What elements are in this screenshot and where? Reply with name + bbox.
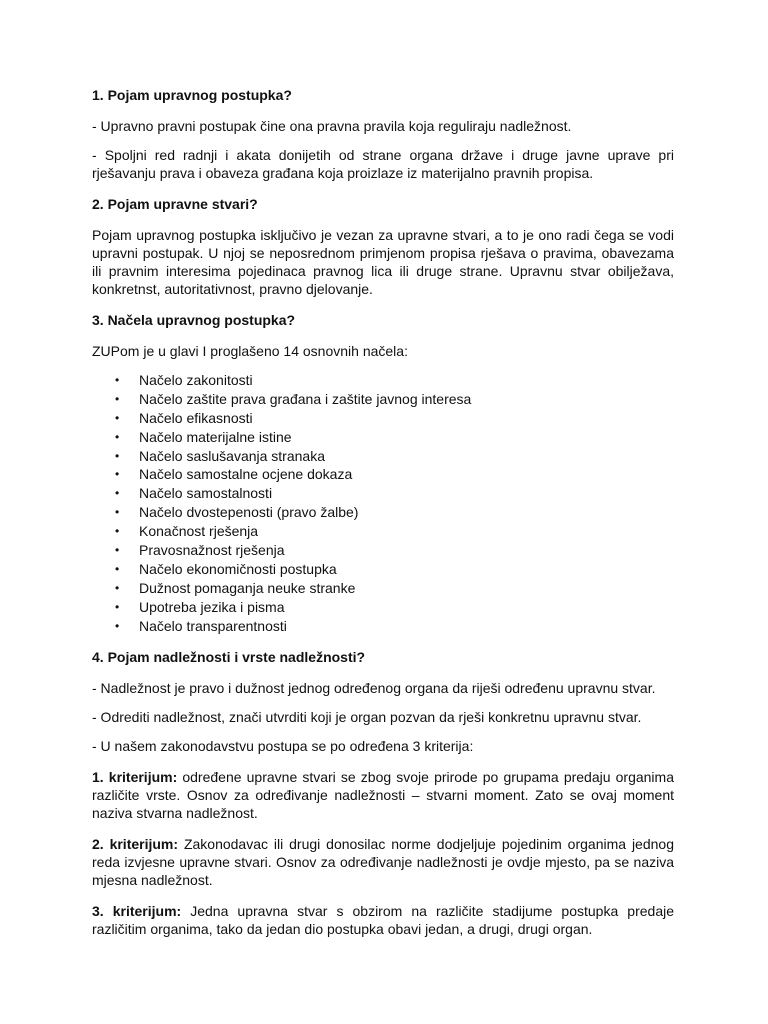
list-item: • Upotreba jezika i pisma (115, 598, 285, 615)
section-1-heading: 1. Pojam upravnog postupka? (92, 87, 292, 103)
list-item: • Načelo samostalne ocjene dokaza (115, 466, 353, 483)
criterion-text: određene upravne stvari se zbog svoje prirode po grupama predaju organima različite vrste. Osnov za određivanje nadležnosti – stvarni moment. Zato se ovaj moment naziva stvarna nadležnost. (92, 769, 674, 822)
section-4-paragraph: - U našem zakonodavstvu postupa se po određena 3 kriterija: (92, 738, 474, 755)
criterion-paragraph (92, 835, 674, 889)
bullet-icon: • (115, 467, 120, 482)
bullet-icon: • (115, 561, 120, 576)
bullet-icon: • (115, 618, 120, 633)
bullet-icon: • (115, 524, 120, 539)
list-item: • Načelo dvostepenosti (pravo žalbe) (115, 504, 359, 521)
section-1-paragraph: - Spoljni red radnji i akata donijetih od strane organa države i druge javne uprave pri rješavanju prava i obaveza građana koja proizlaze iz materijalno pravnih propisa. (92, 147, 674, 181)
criterion-text: Jedna upravna stvar s obzirom na različite stadijume postupka predaje različitim organima, tako da jedan dio postupka obavi jedan, a drugi, drugi organ. (92, 903, 674, 938)
list-item: • Pravosnažnost rješenja (115, 542, 285, 559)
list-item: • Načelo efikasnosti (115, 409, 253, 426)
list-item: • Načelo saslušavanja stranaka (115, 447, 325, 464)
list-item: • Načelo materijalne istine (115, 428, 292, 445)
criterion-text: Zakonodavac ili drugi donosilac norme dodjeljuje pojedinim organima jednog reda izvjesne upravne stvari. Osnov za određivanje nadležnosti je ovdje mjesto, pa se naziva mjesna nadležnost. (92, 836, 674, 889)
list-item: • Načelo samostalnosti (115, 485, 273, 502)
list-item: • Konačnost rješenja (115, 523, 259, 540)
criterion-label: 1. kriterijum: (92, 769, 178, 786)
criterion-paragraph (92, 902, 674, 938)
criterion-label: 2. kriterijum: (92, 836, 179, 853)
list-item: • Dužnost pomaganja neuke stranke (115, 579, 356, 596)
principles-list (92, 371, 674, 635)
bullet-icon: • (115, 429, 120, 444)
document-page (92, 86, 674, 938)
bullet-icon: • (115, 373, 120, 387)
criterion-label: 3. kriterijum: (92, 903, 182, 920)
bullet-icon: • (115, 505, 120, 520)
section-2-paragraph: Pojam upravnog postupka isključivo je vezan za upravne stvari, a to je ono radi čega se vodi upravni postupak. U njoj se neposrednom primjenom propisa rješava o pravima, obavezama ili pravnim interesima pojedinaca pravnog lica ili druge strane. Upravnu stvar obilježava, konkretnst, autoritativnost, pravno djelovanje. (92, 227, 674, 297)
section-3-intro: ZUPom je u glavi I proglašeno 14 osnovnih načela: (92, 343, 408, 359)
list-item: • Načelo zakonitosti (115, 372, 253, 388)
list-item: • Načelo zaštite prava građana i zaštite javnog interesa (115, 390, 472, 407)
bullet-icon: • (115, 410, 120, 425)
bullet-icon: • (115, 448, 120, 463)
section-4-paragraph: - Nadležnost je pravo i dužnost jednog određenog organa da riješi određenu upravnu stvar. (92, 680, 656, 697)
bullet-icon: • (115, 580, 120, 595)
criterion-paragraph (92, 768, 674, 822)
bullet-icon: • (115, 543, 120, 558)
list-item: • Načelo ekonomičnosti postupka (115, 560, 337, 577)
section-4-paragraph: - Odrediti nadležnost, znači utvrditi koji je organ pozvan da rješi konkretnu upravnu stvar. (92, 709, 642, 726)
section-4-heading: 4. Pojam nadležnosti i vrste nadležnosti? (92, 649, 366, 666)
list-item: • Načelo transparentnosti (115, 617, 287, 634)
bullet-icon: • (115, 391, 120, 406)
bullet-icon: • (115, 599, 120, 614)
bullet-icon: • (115, 486, 120, 501)
section-3-heading: 3. Načela upravnog postupka? (92, 312, 296, 328)
section-1-paragraph: - Upravno pravni postupak čine ona pravna pravila koja reguliraju nadležnost. (92, 118, 572, 134)
section-2-heading: 2. Pojam upravne stvari? (92, 196, 258, 212)
